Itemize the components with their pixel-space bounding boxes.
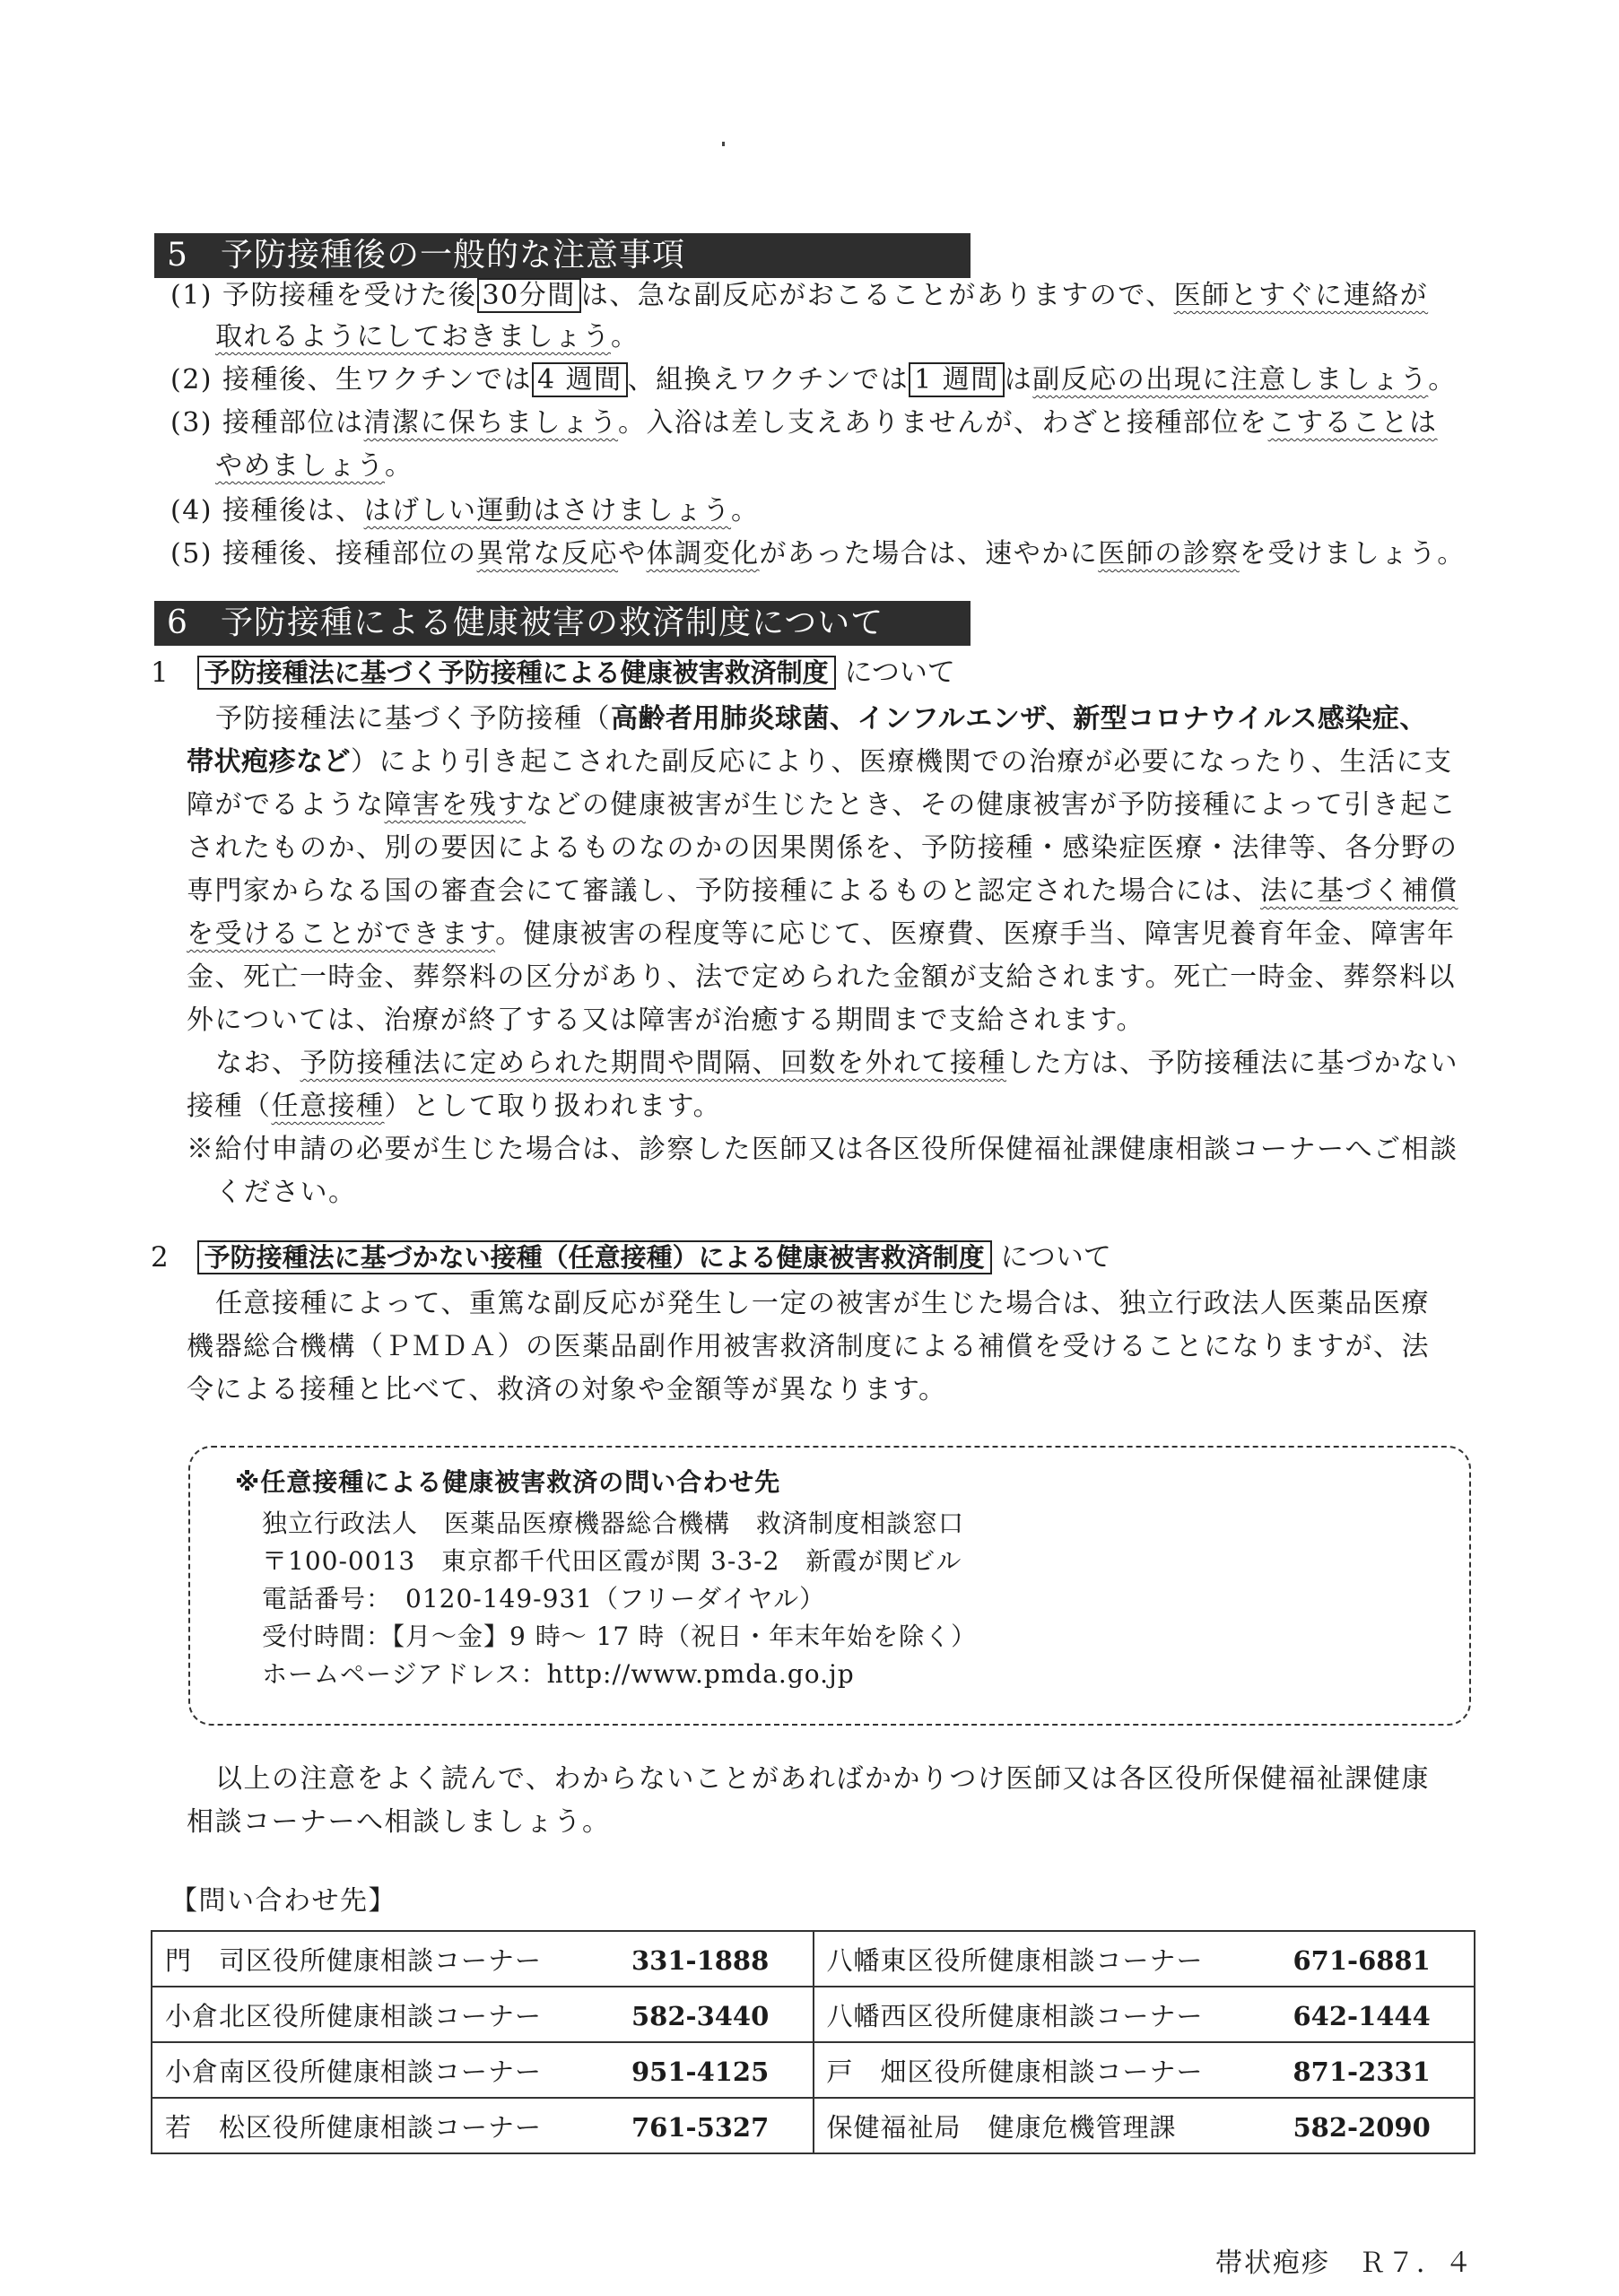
table-row — [152, 2098, 1475, 2153]
s6-p1-l2-text: ）により引き起こされた副反応により、医療機関での治療が必要になったり、生活に支 — [351, 746, 1453, 778]
s5-item-2-boxed-recombinant: 1 週間 — [909, 362, 1005, 397]
s5-item-3-emphasis-1: 清潔に保ちましょう — [363, 407, 619, 439]
s6-p2-l1-emphasis: 予防接種法に定められた期間や間隔、回数を外れて接種 — [300, 1048, 1006, 1079]
s5-item-1-line-1 — [170, 278, 1428, 314]
s5-item-4-text-a: 接種後は、 — [222, 495, 364, 526]
s5-item-1-emphasis-2: 取れるようにしておきましょう — [215, 321, 611, 352]
office-name: 八幡西区役所健康相談コーナー — [826, 2000, 1204, 2031]
s5-item-2-boxed-live: 4 週間 — [532, 362, 628, 397]
office-phone: 761-5327 — [631, 2111, 770, 2143]
s6-p2-l2-text-b: ）として取り扱われます。 — [384, 1091, 722, 1122]
s5-item-5-emphasis-1: 異常な反応 — [476, 538, 619, 570]
table-row — [152, 2042, 1475, 2098]
office-phone: 671-6881 — [1293, 1944, 1431, 1976]
contact-title: ※任意接種による健康被害救済の問い合わせ先 — [235, 1467, 781, 1497]
section-5-number: 5 — [167, 237, 188, 274]
s5-item-3-line-1 — [170, 405, 1438, 441]
s6-p1-line-6 — [187, 917, 1456, 952]
s6-sub-1-boxed-title: 予防接種法に基づく予防接種による健康被害救済制度 — [197, 656, 836, 690]
footer-label: 帯状疱疹 Ｒ７．４ — [1215, 2248, 1474, 2279]
contact-web: ホームページアドレス：http://www.pmda.go.jp — [262, 1659, 855, 1689]
s5-item-4-emphasis: はげしい運動はさけましょう — [363, 495, 732, 526]
s6-p1-line-2 — [187, 744, 1453, 780]
s6-p2-l2-emphasis: 任意接種 — [271, 1091, 385, 1122]
s5-item-1-text-c: 。 — [611, 321, 640, 352]
office-phone: 642-1444 — [1293, 2000, 1431, 2031]
contact-hours: 受付時間：【月～金】9 時～ 17 時（祝日・年末年始を除く） — [262, 1622, 978, 1651]
table-cell — [814, 1987, 1475, 2042]
s6-p1-l1-text: 予防接種法に基づく予防接種（ — [215, 703, 611, 735]
table-cell — [152, 1931, 814, 1987]
section-6-header — [154, 601, 971, 646]
s5-item-3-text-c: 。 — [385, 450, 413, 482]
s5-item-3-number: (3) — [170, 407, 213, 439]
s5-item-2-text-d: 。 — [1428, 364, 1457, 396]
s6-p2-line-1 — [215, 1046, 1458, 1082]
s5-item-2-number: (2) — [170, 364, 213, 396]
table-cell — [152, 2098, 814, 2153]
table-cell — [152, 2042, 814, 2098]
s6-p1-l2-bold: 帯状疱疹など — [187, 746, 351, 778]
s5-item-4-number: (4) — [170, 495, 213, 526]
s5-item-5-text-c: があった場合は、速やかに — [759, 538, 1099, 570]
s6-p1-l5-text: 専門家からなる国の審査会にて審議し、予防接種によるものと認定された場合には、 — [187, 875, 1260, 907]
s6-p2-line-2 — [187, 1089, 721, 1125]
s5-item-3-text-a: 接種部位は — [222, 407, 364, 439]
s6-p1-line-4: されたものか、別の要因によるものなのかの因果関係を、予防接種・感染症医療・法律等、各分野の — [187, 832, 1458, 864]
s6-p1-l3-text-b: などの健康被害が生じたとき、その健康被害が予防接種によって引き起こ — [526, 789, 1458, 821]
office-phone: 871-2331 — [1293, 2056, 1431, 2087]
office-name: 戸 畑区役所健康相談コーナー — [826, 2056, 1204, 2087]
office-name: 保健福祉局 健康危機管理課 — [826, 2111, 1177, 2143]
s6-p1-l6-text: 。健康被害の程度等に応じて、医療費、医療手当、障害児養育年金、障害年 — [495, 918, 1456, 950]
s6-sub-2-number: 2 — [151, 1241, 169, 1274]
s6-p1-l5-emphasis: 法に基づく補償 — [1260, 875, 1458, 907]
s6-p1-l3-text-a: 障がでるような — [187, 789, 385, 821]
office-name: 小倉南区役所健康相談コーナー — [165, 2056, 543, 2087]
s6-note-line-2: ください。 — [215, 1177, 357, 1208]
inquiry-table — [151, 1930, 1475, 2154]
inquiry-title: 【問い合わせ先】 — [170, 1885, 396, 1917]
office-phone: 331-1888 — [631, 1944, 770, 1976]
s5-item-1-text-b: は、急な副反応がおこることがありますので、 — [580, 280, 1174, 311]
s5-item-3-line-2 — [215, 448, 413, 484]
section-6-number: 6 — [167, 604, 188, 641]
section-6-title: 予防接種による健康被害の救済制度について — [221, 604, 884, 641]
s6-sub-2-suffix: について — [1000, 1241, 1111, 1274]
s5-item-5-text-a: 接種後、接種部位の — [222, 538, 477, 570]
s5-item-5 — [170, 536, 1466, 572]
office-phone: 951-4125 — [631, 2056, 770, 2087]
office-phone: 582-2090 — [1293, 2111, 1431, 2143]
s5-item-5-text-b: や — [618, 538, 647, 570]
s6-p2-l1-text-b: した方は、予防接種法に基づかない — [1006, 1048, 1458, 1079]
table-row — [152, 1931, 1475, 1987]
s5-item-2-emphasis: 副反応の出現に注意しましょう — [1032, 364, 1429, 396]
s6-p1-line-1 — [215, 701, 1427, 737]
table-cell — [152, 1987, 814, 2042]
s5-item-1-number: (1) — [170, 280, 213, 311]
table-cell — [814, 2042, 1475, 2098]
s6-sub-2-boxed-title: 予防接種法に基づかない接種（任意接種）による健康被害救済制度 — [197, 1240, 992, 1274]
section-5-title: 予防接種後の一般的な注意事項 — [221, 237, 686, 274]
office-name: 八幡東区役所健康相談コーナー — [826, 1944, 1204, 1976]
s5-item-5-emphasis-3: 医師の診察 — [1098, 538, 1240, 570]
scan-mark — [722, 142, 725, 146]
s6-p1-line-8: 外については、治療が終了する又は障害が治癒する期間まで支給されます。 — [187, 1004, 1145, 1036]
closing-line-1: 以上の注意をよく読んで、わからないことがあればかかりつけ医師又は各区役所保健福祉課健康 — [215, 1763, 1430, 1795]
contact-phone: 電話番号： 0120-149-931（フリーダイヤル） — [262, 1584, 826, 1613]
s5-item-3-text-b: 。入浴は差し支えありませんが、わざと接種部位を — [618, 407, 1268, 439]
contact-address: 〒100-0013 東京都千代田区霞が関 3-3-2 新霞が関ビル — [262, 1546, 962, 1576]
office-phone: 582-3440 — [631, 2000, 770, 2031]
s5-item-4 — [170, 493, 760, 529]
table-cell — [814, 1931, 1475, 1987]
office-name: 小倉北区役所健康相談コーナー — [165, 2000, 543, 2031]
table-row — [152, 1987, 1475, 2042]
s5-item-4-text-b: 。 — [731, 495, 760, 526]
s6-p2-l2-text-a: 接種（ — [187, 1091, 272, 1122]
closing-line-2: 相談コーナーへ相談しましょう。 — [187, 1806, 611, 1838]
s5-item-2 — [170, 362, 1457, 398]
office-name: 若 松区役所健康相談コーナー — [165, 2111, 543, 2143]
s6-p1-l3-emphasis: 障害を残す — [384, 789, 526, 821]
table-cell — [814, 2098, 1475, 2153]
section-5-header — [154, 233, 971, 278]
s6-p1-line-5 — [187, 874, 1458, 909]
contact-org: 独立行政法人 医薬品医療機器総合機構 救済制度相談窓口 — [262, 1509, 965, 1538]
office-name: 門 司区役所健康相談コーナー — [165, 1944, 543, 1976]
s6-p2-l1-text-a: なお、 — [215, 1048, 300, 1079]
s6-sub-1-title — [151, 653, 955, 692]
s6-sub2-line-3: 令による接種と比べて、救済の対象や金額等が異なります。 — [187, 1374, 947, 1405]
s5-item-3-emphasis-3: やめましょう — [215, 450, 385, 482]
s6-sub-2-title — [151, 1238, 1111, 1277]
s5-item-1-boxed-time: 30分間 — [477, 278, 581, 313]
s5-item-2-text-b: 、組換えワクチンでは — [627, 364, 910, 396]
s6-note-line-1: ※給付申請の必要が生じた場合は、診察した医師又は各区役所保健福祉課健康相談コーナーへご相談 — [187, 1134, 1458, 1165]
s6-p1-line-7: 金、死亡一時金、葬祭料の区分があり、法で定められた金額が支給されます。死亡一時金、葬祭料以 — [187, 961, 1457, 993]
s5-item-1-text-a: 予防接種を受けた後 — [222, 280, 477, 311]
s5-item-2-text-c: は — [1004, 364, 1033, 396]
s6-sub2-line-1: 任意接種によって、重篤な副反応が発生し一定の被害が生じた場合は、独立行政法人医薬品医療 — [215, 1288, 1430, 1319]
s5-item-3-emphasis-2: こすることは — [1267, 407, 1438, 439]
s5-item-5-emphasis-2: 体調変化 — [646, 538, 760, 570]
s5-item-5-number: (5) — [170, 538, 213, 570]
s6-p1-line-3 — [187, 787, 1457, 823]
s6-p1-l1-bold: 高齢者用肺炎球菌、インフルエンザ、新型コロナウイルス感染症、 — [611, 703, 1427, 735]
s5-item-1-emphasis-1: 医師とすぐに連絡が — [1173, 280, 1429, 311]
s5-item-1-line-2 — [215, 319, 640, 355]
s6-sub-1-number: 1 — [151, 657, 169, 689]
s5-item-2-text-a: 接種後、生ワクチンでは — [222, 364, 533, 396]
s5-item-5-text-d: を受けましょう。 — [1239, 538, 1466, 570]
s6-sub-1-suffix: について — [844, 657, 955, 689]
s6-p1-l6-emphasis: を受けることができます — [187, 918, 496, 950]
s6-sub2-line-2: 機器総合機構（ＰＭＤＡ）の医薬品副作用被害救済制度による補償を受けることになりますが、法 — [187, 1331, 1430, 1362]
